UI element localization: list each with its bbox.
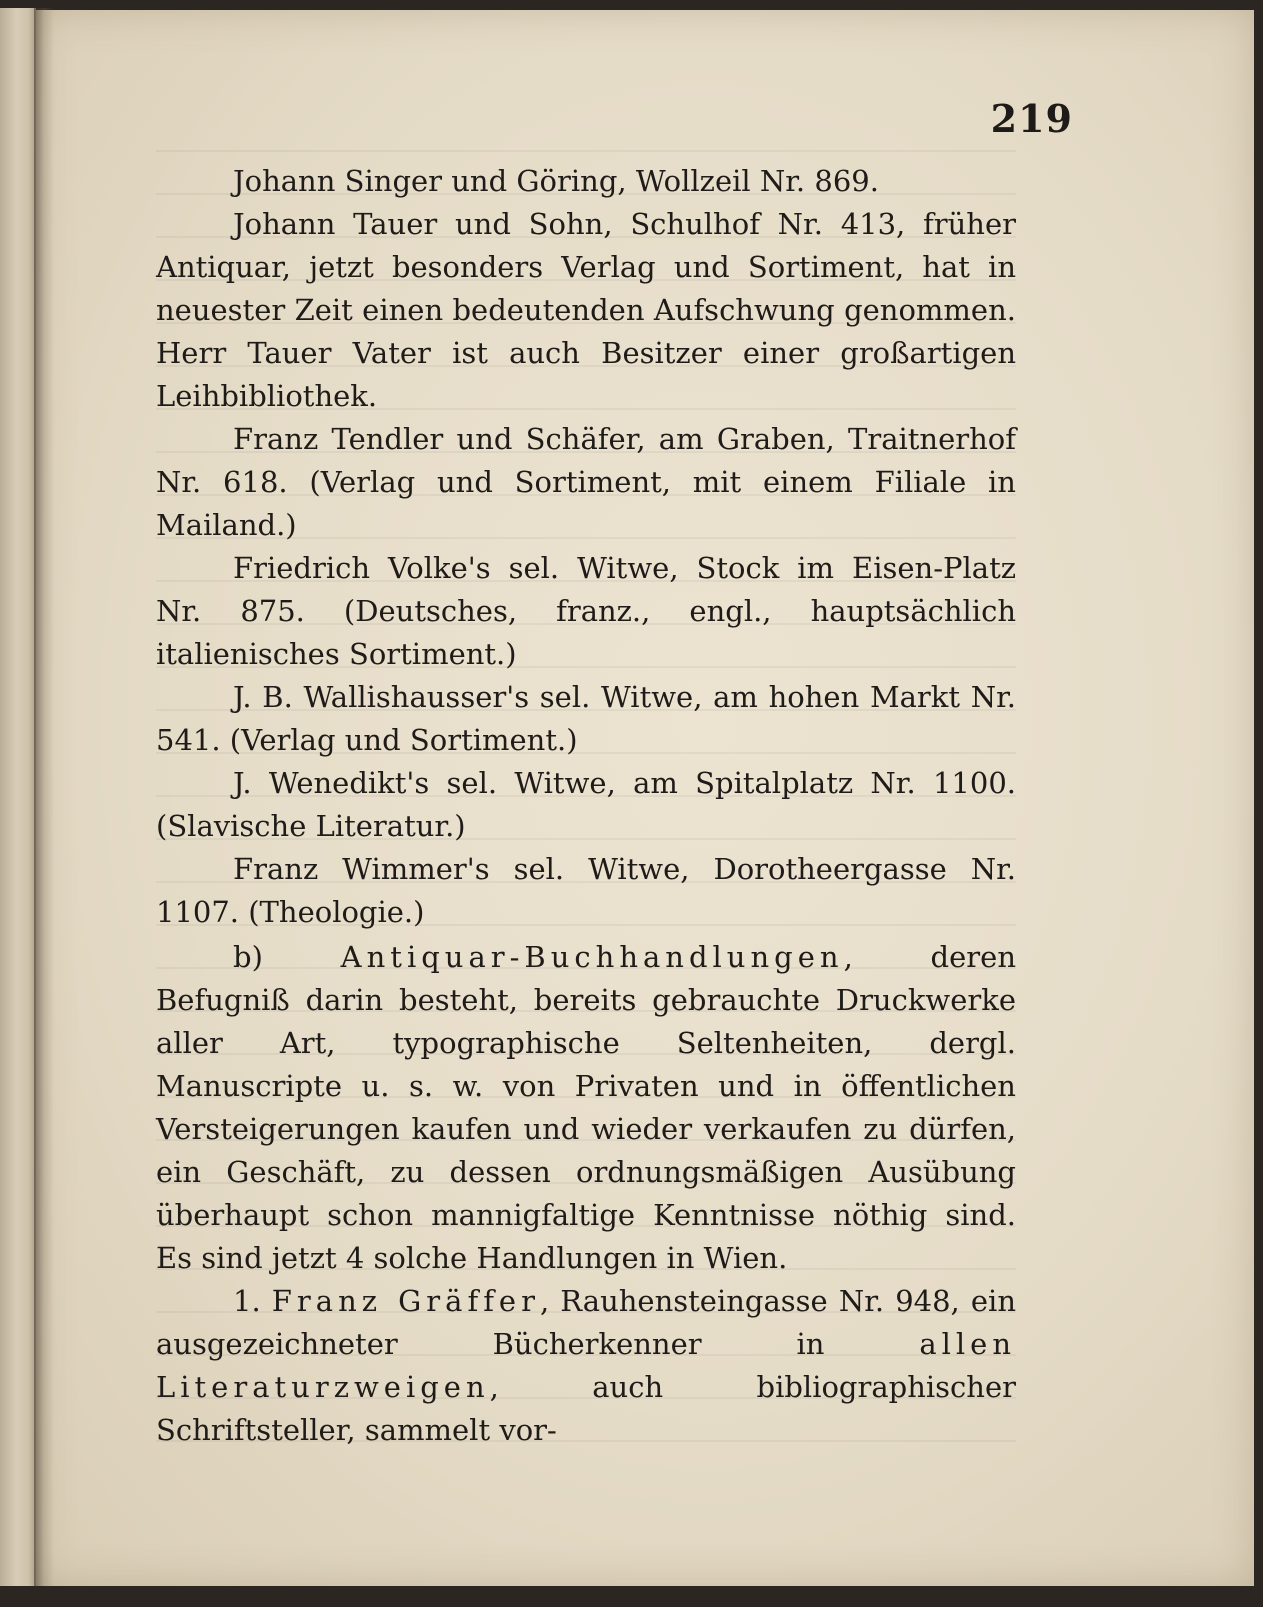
page-number: 219 — [990, 96, 1073, 141]
section-b-heading: Antiquar-Buchhandlungen — [340, 940, 844, 974]
paragraph-wenedikt: J. Wenedikt's sel. Witwe, am Spitalplatz Nr. 1100. (Slavische Literatur.) — [156, 766, 1016, 843]
entry-graeffer — [156, 1280, 1016, 1452]
paragraph-tauer: Johann Tauer und Sohn, Schulhof Nr. 413, früher Antiquar, jetzt besonders Verlag und Sortiment, hat in neuester Zeit einen bedeutenden Aufschwung genommen. Herr Tauer Vater ist auch Besitzer einer großartigen Leihbibliothek. — [156, 207, 1016, 413]
section-b-paragraph — [156, 936, 1016, 1280]
section-b-prefix: b) — [233, 940, 341, 974]
section-b-text: , deren Befugniß darin besteht, bereits gebrauchte Druckwerke aller Art, typographische Seltenheiten, dergl. Manuscripte u. s. w. von Privaten und in öffentlichen Versteigerungen kaufen und wieder verkaufen zu dürfen, ein Geschäft, zu dessen ordnungsmäßigen Ausübung überhaupt schon mannigfaltige Kenntnisse nöthig sind. Es sind jetzt 4 solche Handlungen in Wien. — [156, 940, 1016, 1275]
paragraph-wimmer: Franz Wimmer's sel. Witwe, Dorotheergasse Nr. 1107. (Theologie.) — [156, 852, 1016, 929]
entry-name: Franz Gräffer — [271, 1284, 540, 1318]
gutter-shadow — [34, 8, 54, 1588]
body-text — [156, 160, 1016, 1452]
entry-spaced-phrase: allen Literaturzweigen — [156, 1327, 1016, 1404]
entry-text-b: , auch bibliographischer Schriftsteller, sammelt vor- — [156, 1370, 1016, 1447]
entry-number: 1. — [233, 1284, 272, 1318]
scan-bottom-edge — [0, 1586, 1263, 1607]
entry-text-a: , Rauhensteingasse Nr. 948, ein ausgezeichneter Bücherkenner in — [156, 1284, 1016, 1361]
paragraph-wallishausser: J. B. Wallishausser's sel. Witwe, am hohen Markt Nr. 541. (Verlag und Sortiment.) — [156, 680, 1016, 757]
paragraph-volke: Friedrich Volke's sel. Witwe, Stock im Eisen-Platz Nr. 875. (Deutsches, franz., engl., hauptsächlich italienisches Sortiment.) — [156, 551, 1016, 671]
paragraph-tendler: Franz Tendler und Schäfer, am Graben, Traitnerhof Nr. 618. (Verlag und Sortiment, mit einem Filiale in Mailand.) — [156, 422, 1016, 542]
paragraph-singer: Johann Singer und Göring, Wollzeil Nr. 869. — [233, 164, 879, 198]
left-page-edge — [0, 8, 36, 1588]
